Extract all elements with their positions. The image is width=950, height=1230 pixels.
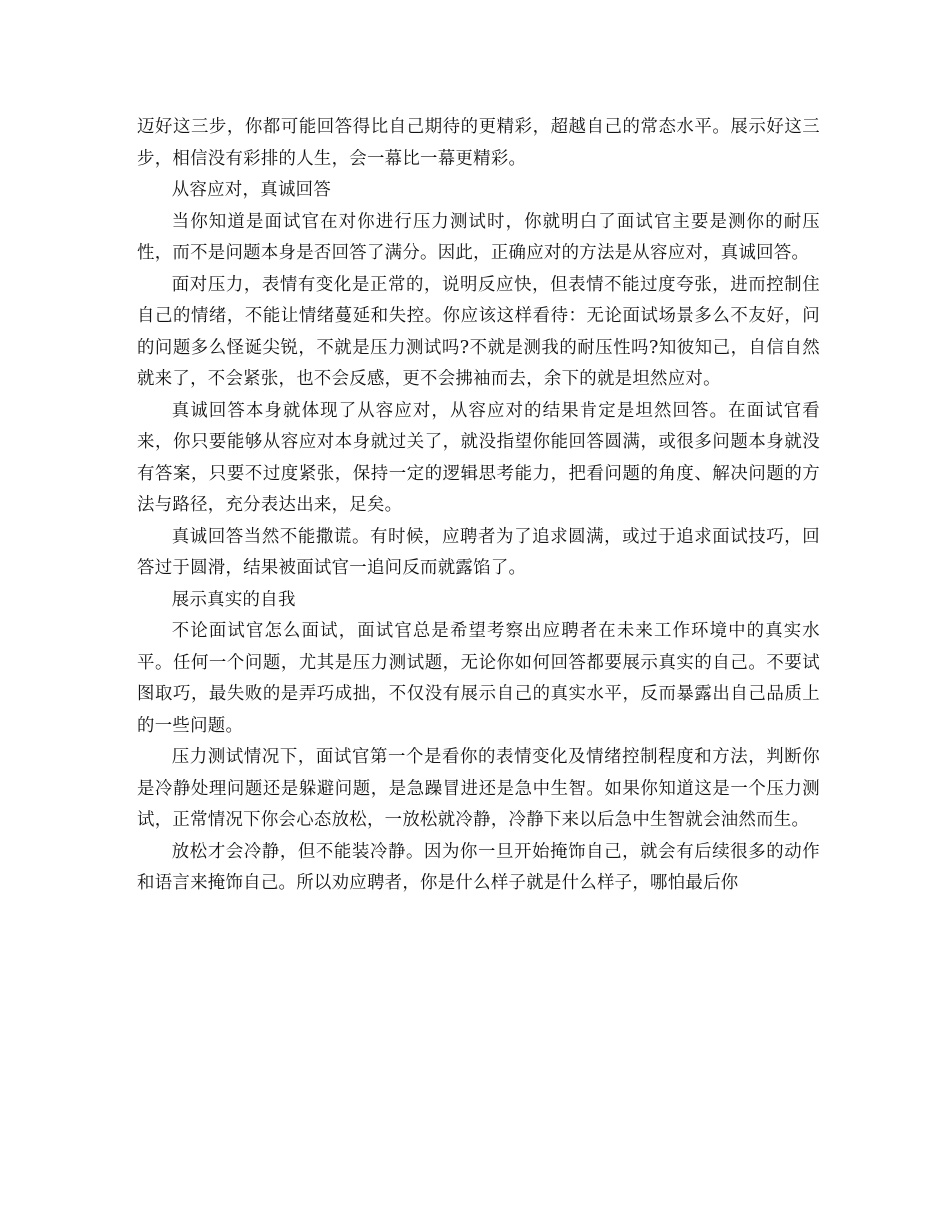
paragraph: 面对压力，表情有变化是正常的，说明反应快，但表情不能过度夸张，进而控制住自己的情绪，不能让情绪蔓延和失控。你应该这样看待：无论面试场景多么不友好，问的问题多么怪诞尖锐，不就是压力测试吗?不就是测我的耐压性吗?知彼知己，自信自然就来了，不会紧张，也不会反感，更不会拂袖而去，余下的就是坦然应对。 (137, 274, 820, 389)
paragraph-continuation: 迈好这三步，你都可能回答得比自己期待的更精彩，超越自己的常态水平。展示好这三步，相信没有彩排的人生，会一幕比一幕更精彩。 (137, 117, 820, 169)
paragraph: 当你知道是面试官在对你进行压力测试时，你就明白了面试官主要是测你的耐压性，而不是问题本身是否回答了满分。因此，正确应对的方法是从容应对，真诚回答。 (137, 211, 820, 263)
document-page (137, 112, 820, 900)
section-heading-true-self: 展示真实的自我 (171, 589, 296, 610)
paragraph: 真诚回答本身就体现了从容应对，从容应对的结果肯定是坦然回答。在面试官看来，你只要能够从容应对本身就过关了，就没指望你能回答圆满，或很多问题本身就没有答案，只要不过度紧张，保持一定的逻辑思考能力，把看问题的角度、解决问题的方法与路径，充分表达出来，足矣。 (137, 400, 820, 515)
paragraph: 真诚回答当然不能撒谎。有时候，应聘者为了追求圆满，或过于追求面试技巧，回答过于圆滑，结果被面试官一追问反而就露馅了。 (137, 526, 820, 578)
paragraph: 不论面试官怎么面试，面试官总是希望考察出应聘者在未来工作环境中的真实水平。任何一个问题，尤其是压力测试题，无论你如何回答都要展示真实的自己。不要试图取巧，最失败的是弄巧成拙，不仅没有展示自己的真实水平，反而暴露出自己品质上的一些问题。 (137, 621, 820, 736)
paragraph: 放松才会冷静，但不能装冷静。因为你一旦开始掩饰自己，就会有后续很多的动作和语言来掩饰自己。所以劝应聘者，你是什么样子就是什么样子，哪怕最后你 (137, 841, 820, 893)
paragraph: 压力测试情况下，面试官第一个是看你的表情变化及情绪控制程度和方法，判断你是冷静处理问题还是躲避问题，是急躁冒进还是急中生智。如果你知道这是一个压力测试，正常情况下你会心态放松，一放松就冷静，冷静下来以后急中生智就会油然而生。 (137, 747, 820, 830)
section-heading-calm-response: 从容应对，真诚回答 (171, 180, 332, 200)
